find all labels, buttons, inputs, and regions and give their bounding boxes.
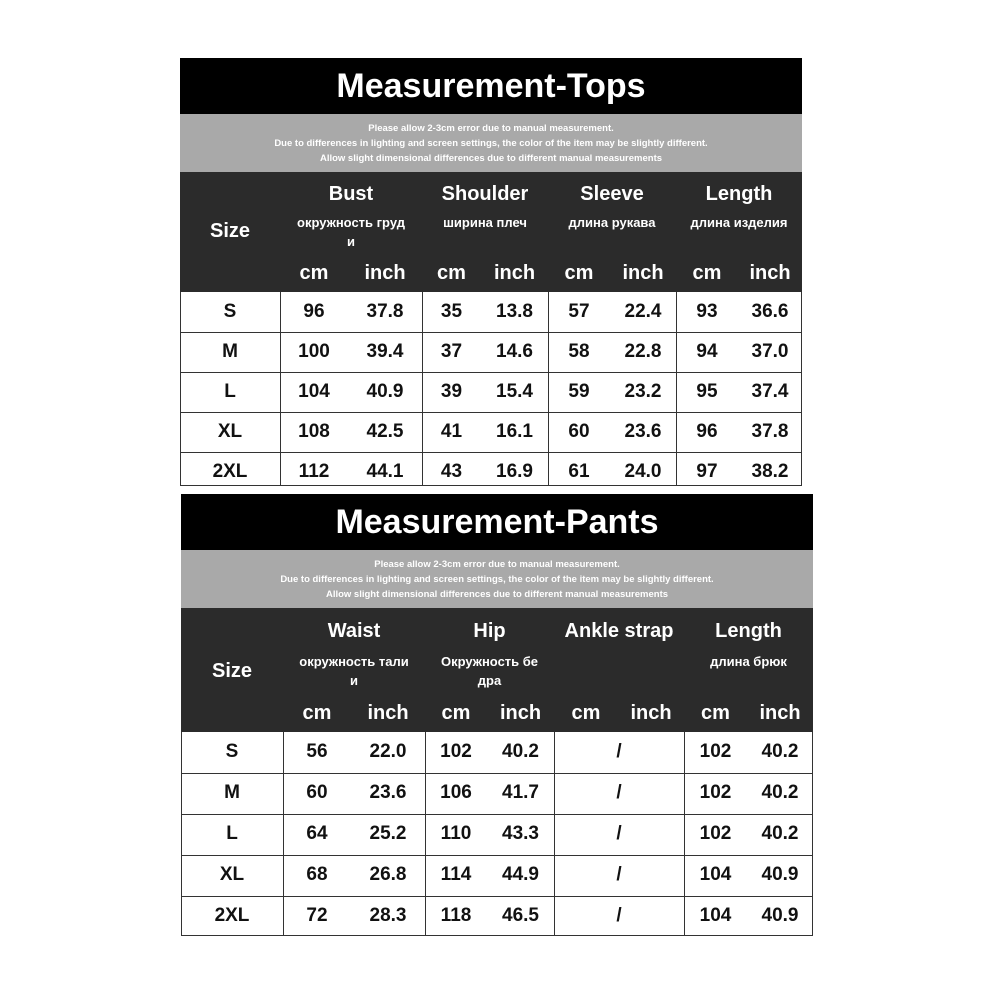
unit-label: inch — [622, 262, 664, 284]
measurement-cell: 60 — [306, 782, 328, 803]
measurement-cell: 23.2 — [624, 381, 662, 402]
measurement-cell: 43 — [440, 461, 463, 482]
measurement-cell: 23.6 — [369, 782, 407, 803]
measurement-cell: / — [616, 823, 622, 844]
measurement-cell: 37 — [440, 341, 463, 362]
table-bottom-border — [180, 485, 802, 486]
measurement-cell: 40.2 — [761, 782, 799, 803]
measurement-cell: 40.2 — [761, 741, 799, 762]
measurement-cell: 40.2 — [502, 741, 539, 762]
measurement-cell: 40.9 — [366, 381, 404, 402]
column-group-name: Bust — [328, 183, 374, 205]
column-group-name: Sleeve — [580, 183, 644, 205]
size-cell: XL — [219, 864, 245, 885]
measurement-cell: / — [616, 864, 622, 885]
column-group-name: Hip — [473, 620, 506, 642]
measurement-cell: 102 — [440, 741, 472, 762]
table-body — [180, 292, 802, 486]
column-group-russian: Окружность бе — [440, 654, 539, 669]
note-line: Allow slight dimensional differences due to different manual measurements — [325, 588, 669, 600]
measurement-cell: 104 — [298, 381, 330, 402]
measurement-cell: 44.9 — [502, 864, 539, 885]
measurement-cell: 102 — [699, 823, 732, 844]
measurement-cell: 22.0 — [369, 741, 407, 762]
measurement-cell: 58 — [568, 341, 590, 362]
measurement-cell: 95 — [696, 381, 718, 402]
table-row — [180, 372, 802, 412]
measurement-cell: / — [616, 905, 622, 926]
measurement-cell: 72 — [306, 905, 328, 926]
measurement-cell: 13.8 — [496, 301, 533, 322]
unit-label: cm — [701, 702, 730, 724]
column-group-russian: окружность тали — [299, 654, 409, 669]
note-line: Allow slight dimensional differences due to different manual measurements — [319, 152, 663, 164]
measurement-cell: 108 — [298, 421, 330, 442]
measurement-cell: 22.8 — [624, 341, 662, 362]
column-group-russian: дра — [477, 673, 502, 688]
chart-title: Measurement-Pants — [181, 494, 813, 550]
unit-label: inch — [493, 262, 536, 284]
row-divider — [181, 855, 813, 856]
measurement-cell: 59 — [568, 381, 590, 402]
table-row — [181, 814, 813, 854]
size-cell: S — [223, 301, 237, 322]
table-header — [181, 608, 813, 732]
unit-label: cm — [571, 702, 601, 724]
measurement-cell: 64 — [306, 823, 328, 844]
measurement-cell: 36.6 — [751, 301, 789, 322]
row-divider — [180, 332, 802, 333]
table-row — [180, 452, 802, 492]
row-divider — [180, 372, 802, 373]
measurement-cell: 96 — [303, 301, 325, 322]
measurement-cell: 57 — [568, 301, 590, 322]
row-divider — [181, 773, 813, 774]
measurement-cell: 104 — [699, 864, 732, 885]
size-column-header: Size — [209, 220, 251, 242]
notes-banner — [181, 550, 813, 608]
unit-label: inch — [499, 702, 542, 724]
table-row — [181, 855, 813, 895]
table-row — [181, 773, 813, 813]
size-cell: XL — [217, 421, 243, 442]
measurement-cell: 43.3 — [502, 823, 539, 844]
measurement-cell: 97 — [696, 461, 718, 482]
table-body — [181, 732, 813, 936]
size-cell: M — [224, 782, 240, 803]
table-row — [180, 412, 802, 452]
measurement-cell: 15.4 — [496, 381, 533, 402]
column-group-russian: и — [347, 234, 355, 249]
tops-size-chart — [180, 58, 802, 486]
table-row — [181, 732, 813, 772]
measurement-cell: 44.1 — [366, 461, 404, 482]
table-bottom-border — [181, 935, 813, 936]
measurement-cell: 28.3 — [369, 905, 407, 926]
measurement-cell: 60 — [568, 421, 590, 442]
row-divider — [180, 452, 802, 453]
measurement-cell: 106 — [440, 782, 472, 803]
measurement-cell: 61 — [568, 461, 590, 482]
column-group-russian: длина рукава — [568, 215, 656, 230]
measurement-cell: 16.9 — [496, 461, 533, 482]
measurement-cell: 68 — [306, 864, 328, 885]
measurement-cell: 39.4 — [366, 341, 404, 362]
measurement-cell: 102 — [699, 782, 732, 803]
measurement-cell: 16.1 — [496, 421, 533, 442]
measurement-cell: 25.2 — [369, 823, 407, 844]
measurement-cell: 114 — [440, 864, 472, 885]
measurement-cell: 96 — [696, 421, 718, 442]
column-group-russian: ширина плеч — [443, 215, 527, 230]
unit-label: cm — [437, 262, 466, 284]
column-group-name: Waist — [327, 620, 381, 642]
measurement-cell: 37.0 — [751, 341, 789, 362]
measurement-cell: 41 — [440, 421, 463, 442]
unit-label: inch — [630, 702, 672, 724]
row-divider — [181, 896, 813, 897]
measurement-cell: 110 — [440, 823, 472, 844]
measurement-cell: 100 — [298, 341, 330, 362]
table-row — [181, 896, 813, 936]
size-cell: 2XL — [212, 461, 248, 482]
measurement-cell: 35 — [440, 301, 463, 322]
size-cell: S — [225, 741, 239, 762]
measurement-cell: / — [616, 782, 622, 803]
measurement-cell: 46.5 — [502, 905, 539, 926]
column-group-russian: длина брюк — [710, 654, 787, 669]
measurement-cell: 94 — [696, 341, 718, 362]
note-line: Please allow 2-3cm error due to manual measurement. — [368, 122, 614, 134]
column-group-name: Shoulder — [441, 183, 529, 205]
notes-banner — [180, 114, 802, 172]
measurement-cell: 38.2 — [751, 461, 789, 482]
column-group-russian: и — [350, 673, 358, 688]
table-header — [180, 172, 802, 292]
measurement-cell: 39 — [440, 381, 463, 402]
size-cell: L — [226, 823, 238, 844]
measurement-cell: 37.4 — [751, 381, 789, 402]
size-cell: M — [222, 341, 238, 362]
measurement-cell: 118 — [440, 905, 472, 926]
unit-label: inch — [367, 702, 409, 724]
row-divider — [181, 814, 813, 815]
measurement-cell: 40.2 — [761, 823, 799, 844]
measurement-cell: 102 — [699, 741, 732, 762]
column-group-russian: длина изделия — [690, 215, 788, 230]
unit-label: inch — [364, 262, 406, 284]
unit-label: cm — [441, 702, 471, 724]
column-group-name: Length — [715, 620, 782, 642]
size-cell: 2XL — [214, 905, 250, 926]
measurement-cell: 42.5 — [366, 421, 404, 442]
measurement-cell: 37.8 — [751, 421, 789, 442]
measurement-cell: 23.6 — [624, 421, 662, 442]
size-cell: L — [224, 381, 236, 402]
note-line: Please allow 2-3cm error due to manual measurement. — [374, 558, 620, 570]
measurement-cell: 40.9 — [761, 905, 799, 926]
unit-label: cm — [302, 702, 332, 724]
table-row — [180, 332, 802, 372]
column-group-russian: окружность груд — [297, 215, 405, 230]
measurement-cell: 104 — [699, 905, 732, 926]
row-divider — [180, 412, 802, 413]
pants-size-chart — [181, 494, 813, 936]
measurement-cell: 40.9 — [761, 864, 799, 885]
measurement-cell: 56 — [306, 741, 328, 762]
column-group-name: Ankle strap — [564, 620, 674, 642]
note-line: Due to differences in lighting and screen settings, the color of the item may be slightly different. — [280, 573, 714, 585]
measurement-cell: 24.0 — [624, 461, 662, 482]
size-column-header: Size — [211, 660, 253, 682]
note-line: Due to differences in lighting and screen settings, the color of the item may be slightly different. — [274, 137, 708, 149]
measurement-cell: 26.8 — [369, 864, 407, 885]
unit-label: cm — [692, 262, 722, 284]
unit-label: inch — [749, 262, 791, 284]
measurement-cell: 93 — [696, 301, 718, 322]
measurement-cell: / — [616, 741, 622, 762]
column-group-name: Length — [705, 183, 773, 205]
measurement-cell: 22.4 — [624, 301, 662, 322]
unit-label: cm — [299, 262, 329, 284]
measurement-cell: 112 — [298, 461, 330, 482]
measurement-cell: 41.7 — [502, 782, 539, 803]
unit-label: inch — [759, 702, 801, 724]
measurement-cell: 14.6 — [496, 341, 533, 362]
table-row — [180, 292, 802, 332]
measurement-cell: 37.8 — [366, 301, 404, 322]
chart-title: Measurement-Tops — [180, 58, 802, 114]
unit-label: cm — [564, 262, 594, 284]
